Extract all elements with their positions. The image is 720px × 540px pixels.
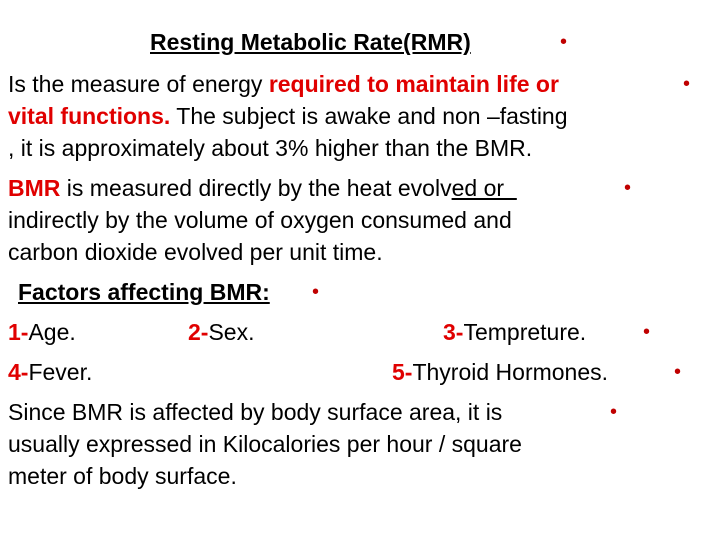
factor-number: 4-	[8, 359, 29, 385]
factor-number: 1-	[8, 319, 29, 345]
bullet-icon: •	[674, 361, 682, 383]
paragraph-3-line-3: meter of body surface.	[8, 463, 237, 489]
factor-label: Sex.	[208, 319, 255, 345]
factor-number: 5-	[392, 359, 413, 385]
paragraph-3-line-1: Since BMR is affected by body surface area, it is	[8, 399, 503, 425]
emphasis-text: required to maintain life or	[268, 71, 559, 97]
paragraph-2-line-3: carbon dioxide evolved per unit time.	[8, 239, 383, 265]
bmr-label: BMR	[8, 175, 61, 201]
bullet-icon: •	[624, 177, 632, 199]
factor-number: 3-	[443, 319, 464, 345]
paragraph-1-line-2	[8, 102, 568, 130]
factor-item	[8, 318, 76, 346]
factor-label: Tempreture.	[463, 319, 587, 345]
factor-item	[8, 358, 92, 386]
text: Is the measure of energy	[8, 71, 269, 97]
paragraph-2-line-2: indirectly by the volume of oxygen consumed and	[8, 207, 512, 233]
emphasis-text: vital functions.	[8, 103, 171, 129]
bullet-icon: •	[683, 73, 691, 95]
text: The subject is awake and non –fasting	[170, 103, 568, 129]
paragraph-2-line-1	[8, 174, 517, 202]
factor-item	[188, 318, 254, 346]
underlined-text: ed or	[451, 175, 517, 201]
factor-label: Thyroid Hormones.	[412, 359, 609, 385]
bullet-icon: •	[560, 31, 568, 53]
bullet-icon: •	[643, 321, 651, 343]
page-title: Resting Metabolic Rate(RMR)	[150, 29, 471, 55]
factors-heading: Factors affecting BMR:	[18, 279, 270, 305]
paragraph-3-line-2: usually expressed in Kilocalories per hour / square	[8, 431, 522, 457]
bullet-icon: •	[312, 281, 320, 303]
factor-label: Age.	[28, 319, 76, 345]
factor-number: 2-	[188, 319, 209, 345]
bullet-icon: •	[610, 401, 618, 423]
factor-item	[443, 318, 586, 346]
paragraph-1-line-1	[8, 70, 559, 98]
factor-item	[392, 358, 608, 386]
factor-label: Fever.	[28, 359, 93, 385]
text: is measured directly by the heat evolv	[60, 175, 452, 201]
paragraph-1-line-3: , it is approximately about 3% higher than the BMR.	[8, 135, 533, 161]
